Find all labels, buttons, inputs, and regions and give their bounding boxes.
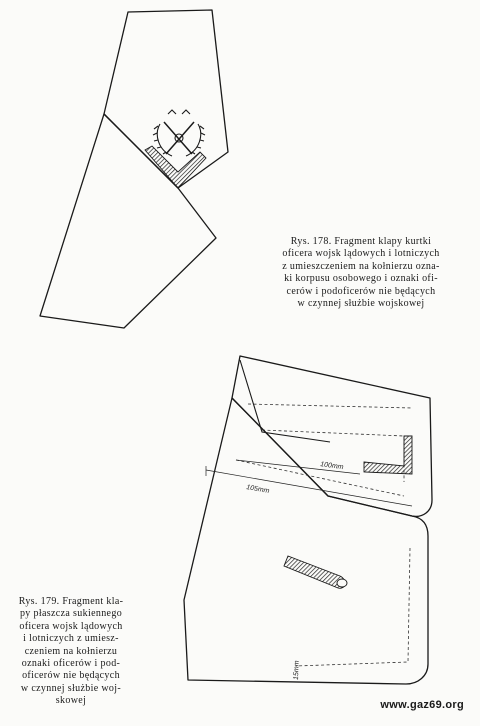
- caption-line: w czynnej służbie wojskowej: [297, 298, 425, 310]
- caption-line: oficerów nie będących: [22, 670, 120, 682]
- caption-line: w czynnej służbie woj-: [20, 682, 122, 694]
- figure-178-caption: [258, 236, 464, 310]
- dimension-label-100: 100mm: [319, 461, 344, 472]
- caption-line: oficera wojsk lądowych: [19, 620, 123, 632]
- wreath-insignia-icon: [153, 110, 205, 156]
- caption-line: Rys. 179. Fragment kla-: [18, 596, 124, 607]
- figure-179-lapel-drawing: [184, 356, 432, 684]
- caption-line: czeniem na kołnierzu: [24, 645, 118, 657]
- loop-insignia-icon: [284, 556, 347, 588]
- dimension-label-105: 105mm: [245, 484, 270, 496]
- caption-line: Rys. 178. Fragment klapy kurtki: [290, 236, 432, 247]
- figure-178-lapel-drawing: [40, 10, 228, 328]
- lapel-outline: [184, 398, 428, 684]
- lapel-outline: [40, 114, 216, 328]
- caption-line: cerów i podoficerów nie będących: [286, 285, 436, 297]
- corner-insignia-icon: [364, 436, 412, 474]
- site-watermark: www.gaz69.org: [380, 699, 464, 711]
- caption-line: z umieszczeniem na kołnierzu ozna-: [282, 260, 440, 272]
- dimension-label-small: 15mm: [293, 660, 301, 681]
- chevron-badge-icon: [145, 146, 206, 188]
- figure-179-caption: [14, 596, 128, 708]
- caption-line: oznaki oficerów i pod-: [21, 658, 121, 670]
- caption-line: skowej: [55, 695, 87, 707]
- seam-lines: [236, 404, 412, 496]
- caption-line: oficera wojsk lądowych i lotniczych: [282, 248, 440, 260]
- caption-line: i lotniczych z umiesz-: [23, 633, 119, 645]
- caption-line: py płaszcza sukiennego: [19, 608, 123, 620]
- caption-line: ki korpusu osobowego i oznaki ofi-: [284, 273, 438, 285]
